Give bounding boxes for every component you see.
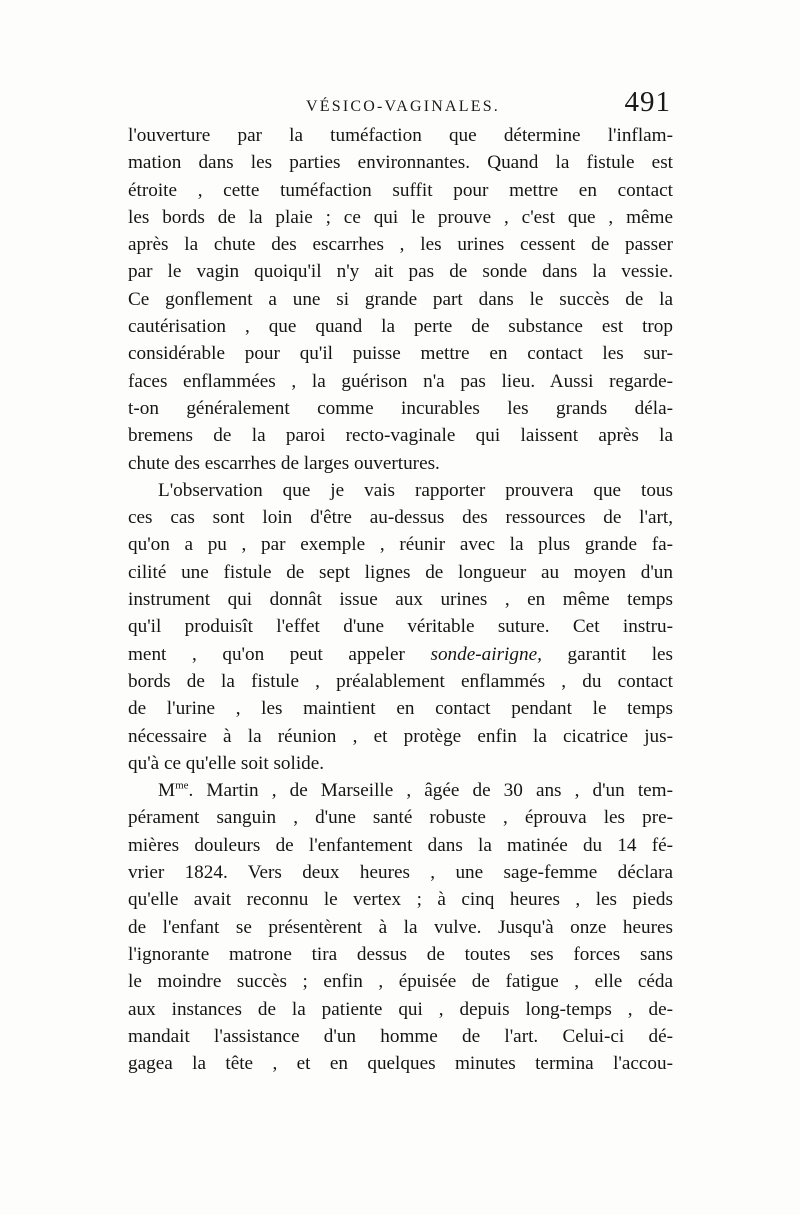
text-line: gagea la tête , et en quelques minutes termina l'accou-	[128, 1053, 673, 1075]
italic-term: sonde-airigne,	[430, 643, 542, 665]
text-line: qu'elle avait reconnu le vertex ; à cinq heures , les pieds	[128, 889, 673, 911]
text-line: nécessaire à la réunion , et protège enfin la cicatrice jus-	[128, 725, 673, 747]
text-line: ces cas sont loin d'être au-dessus des ressources de l'art,	[128, 507, 673, 529]
text-line: Ce gonflement a une si grande part dans le succès de la	[128, 288, 673, 310]
text-line: par le vagin quoiqu'il n'y ait pas de sonde dans la vessie.	[128, 261, 673, 283]
line-segment: . Martin , de Marseille , âgée de 30 ans , d'un tem-	[188, 780, 673, 802]
text-line: cautérisation , que quand la perte de substance est trop	[128, 316, 673, 338]
text-line: les bords de la plaie ; ce qui le prouve , c'est que , même	[128, 206, 673, 228]
text-line: de l'enfant se présentèrent à la vulve. Jusqu'à onze heures	[128, 916, 673, 938]
text-line: le moindre succès ; enfin , épuisée de fatigue , elle céda	[128, 971, 673, 993]
text-line: considérable pour qu'il puisse mettre en contact les sur-	[128, 343, 673, 365]
paragraph-end-line: chute des escarrhes de larges ouvertures.	[128, 452, 440, 474]
running-title: VÉSICO-VAGINALES.	[306, 98, 500, 115]
text-line-with-italic	[128, 641, 673, 668]
text-line: mation dans les parties environnantes. Quand la fistule est	[128, 152, 673, 174]
text-line: l'ouverture par la tuméfaction que détermine l'inflam-	[128, 125, 673, 146]
text-line: après la chute des escarrhes , les urines cessent de passer	[128, 234, 673, 256]
paragraph-start-line	[128, 777, 673, 804]
text-line: pérament sanguin , d'une santé robuste , éprouva les pre-	[128, 807, 673, 829]
text-line: mières douleurs de l'enfantement dans la matinée du 14 fé-	[128, 834, 673, 856]
text-line: cilité une fistule de sept lignes de longueur au moyen d'un	[128, 561, 673, 583]
body-text	[128, 122, 673, 1077]
running-head	[133, 86, 673, 120]
superscript: me	[175, 779, 189, 792]
text-line: aux instances de la patiente qui , depuis long-temps , de-	[128, 998, 673, 1020]
text-line: qu'il produisît l'effet d'une véritable suture. Cet instru-	[128, 616, 673, 638]
page-number: 491	[624, 86, 671, 118]
paragraph-end-line: qu'à ce qu'elle soit solide.	[128, 752, 325, 774]
text-line: t-on généralement comme incurables les grands déla-	[128, 397, 673, 419]
text-line: de l'urine , les maintient en contact pendant le temps	[128, 698, 673, 720]
text-line: faces enflammées , la guérison n'a pas lieu. Aussi regarde-	[128, 370, 673, 392]
text-line: mandait l'assistance d'un homme de l'art. Celui-ci dé-	[128, 1025, 673, 1047]
line-segment: M	[158, 780, 176, 802]
line-segment: garantit les	[567, 643, 674, 665]
text-line: étroite , cette tuméfaction suffit pour mettre en contact	[128, 179, 673, 201]
paragraph-start-line: L'observation que je vais rapporter prouvera que tous	[158, 479, 673, 501]
line-segment: ment , qu'on peut appeler	[128, 643, 405, 665]
text-line: vrier 1824. Vers deux heures , une sage-femme déclara	[128, 862, 673, 884]
text-line: l'ignorante matrone tira dessus de toutes ses forces sans	[128, 943, 673, 965]
text-line: qu'on a pu , par exemple , réunir avec la plus grande fa-	[128, 534, 673, 556]
text-line: bremens de la paroi recto-vaginale qui laissent après la	[128, 425, 673, 447]
text-line: instrument qui donnât issue aux urines , en même temps	[128, 589, 673, 611]
text-line: bords de la fistule , préalablement enflammés , du contact	[128, 670, 673, 692]
